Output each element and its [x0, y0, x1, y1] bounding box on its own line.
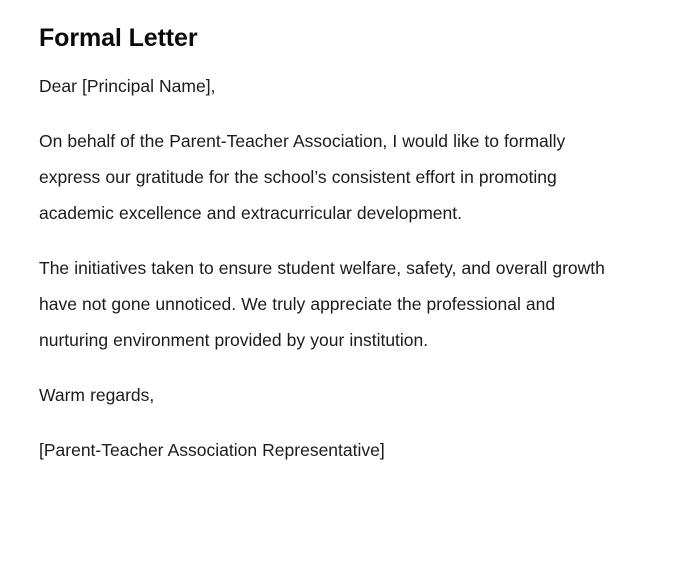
signature-line: [Parent-Teacher Association Representative]: [39, 440, 385, 460]
letter-body: [39, 68, 617, 468]
page-title: Formal Letter: [39, 24, 198, 52]
body-paragraph-gratitude: On behalf of the Parent-Teacher Association, I would like to formally express our gratitude for the school’s consistent effort in promoting academic excellence and extracurricular development.: [39, 131, 566, 223]
body-paragraph-appreciation: The initiatives taken to ensure student welfare, safety, and overall growth have not gone unnoticed. We truly appreciate the professional and nurturing environment provided by your institution.: [39, 258, 605, 350]
salutation-line: Dear [Principal Name],: [39, 76, 216, 96]
closing-line: Warm regards,: [39, 385, 155, 405]
